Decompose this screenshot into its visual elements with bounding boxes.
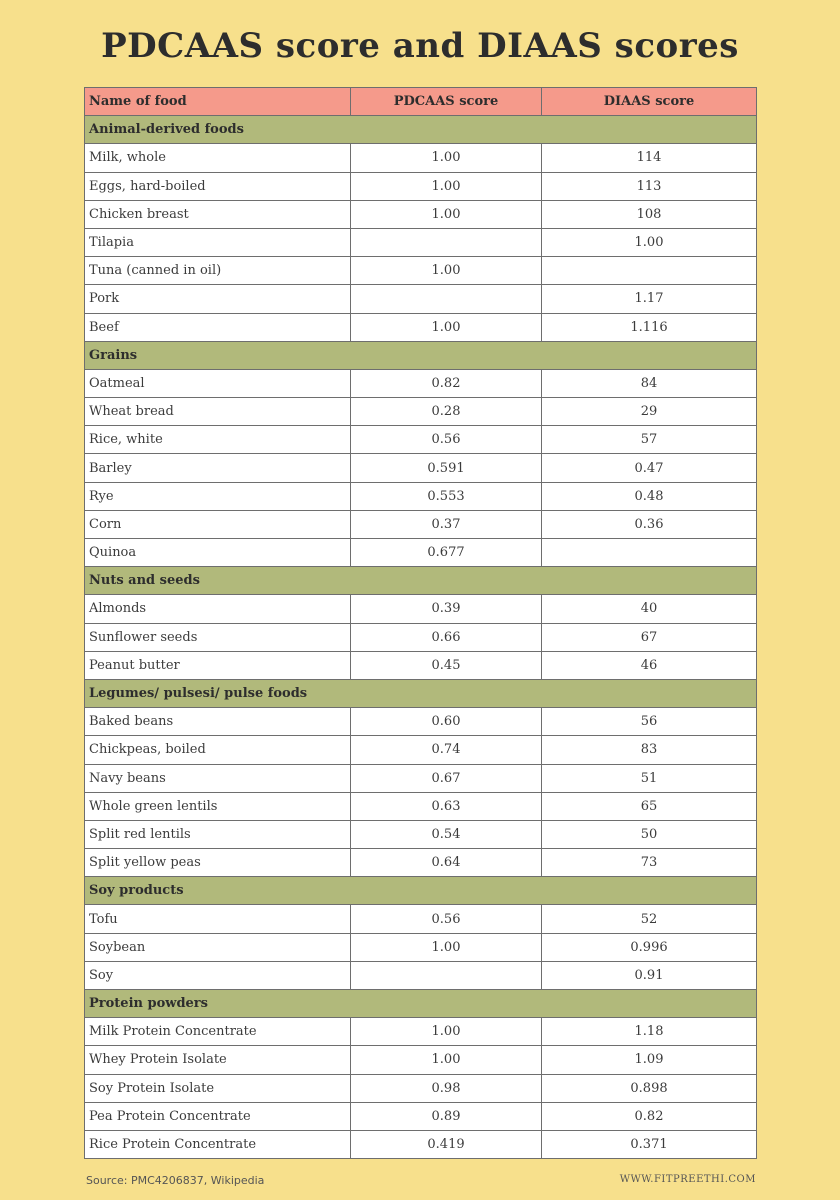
diaas-score-cell: 0.48 [542,482,757,510]
pdcaas-score-cell: 0.82 [351,369,542,397]
table-row [85,736,757,764]
table-row [85,905,757,933]
diaas-score-cell: 73 [542,849,757,877]
food-name-cell: Chicken breast [85,200,351,228]
table-header-row [85,88,757,116]
pdcaas-score-cell: 0.37 [351,510,542,538]
food-name-cell: Chickpeas, boiled [85,736,351,764]
table-body [85,116,757,1159]
diaas-score-cell: 46 [542,651,757,679]
pdcaas-score-cell: 0.63 [351,792,542,820]
pdcaas-score-cell [351,285,542,313]
food-name-cell: Tofu [85,905,351,933]
table-row [85,228,757,256]
food-name-cell: Oatmeal [85,369,351,397]
pdcaas-score-cell [351,228,542,256]
pdcaas-score-cell: 0.98 [351,1074,542,1102]
table-row [85,454,757,482]
diaas-score-cell: 0.36 [542,510,757,538]
diaas-score-cell: 0.996 [542,933,757,961]
pdcaas-score-cell [351,961,542,989]
category-label: Protein powders [85,990,757,1018]
table-row [85,792,757,820]
diaas-score-cell: 52 [542,905,757,933]
diaas-score-cell: 57 [542,426,757,454]
table-row [85,144,757,172]
diaas-score-cell: 50 [542,820,757,848]
category-row [85,116,757,144]
website-link[interactable]: WWW.FITPREETHI.COM [619,1174,756,1185]
diaas-score-cell: 1.116 [542,313,757,341]
pdcaas-score-cell: 0.64 [351,849,542,877]
pdcaas-score-cell: 1.00 [351,200,542,228]
category-row [85,990,757,1018]
header-name-of-food: Name of food [85,88,351,116]
pdcaas-score-cell: 0.677 [351,539,542,567]
food-name-cell: Corn [85,510,351,538]
food-name-cell: Whey Protein Isolate [85,1046,351,1074]
diaas-score-cell [542,257,757,285]
food-name-cell: Soy [85,961,351,989]
category-row [85,341,757,369]
table-row [85,369,757,397]
header-diaas-score: DIAAS score [542,88,757,116]
pdcaas-score-cell: 0.553 [351,482,542,510]
table-row [85,398,757,426]
diaas-score-cell: 84 [542,369,757,397]
diaas-score-cell: 0.47 [542,454,757,482]
pdcaas-score-cell: 0.67 [351,764,542,792]
food-name-cell: Barley [85,454,351,482]
diaas-score-cell [542,539,757,567]
food-name-cell: Milk, whole [85,144,351,172]
pdcaas-score-cell: 0.45 [351,651,542,679]
table-row [85,426,757,454]
pdcaas-score-cell: 0.54 [351,820,542,848]
pdcaas-score-cell: 0.28 [351,398,542,426]
table-row [85,313,757,341]
category-label: Grains [85,341,757,369]
page-title: PDCAAS score and DIAAS scores [101,26,739,66]
category-row [85,567,757,595]
diaas-score-cell: 0.371 [542,1130,757,1158]
table-row [85,1130,757,1158]
diaas-score-cell: 1.00 [542,228,757,256]
diaas-score-cell: 1.17 [542,285,757,313]
food-name-cell: Whole green lentils [85,792,351,820]
source-note: Source: PMC4206837, Wikipedia [86,1174,265,1187]
pdcaas-score-cell: 0.66 [351,623,542,651]
food-name-cell: Rice Protein Concentrate [85,1130,351,1158]
table-row [85,172,757,200]
table-row [85,482,757,510]
food-name-cell: Split red lentils [85,820,351,848]
food-name-cell: Soy Protein Isolate [85,1074,351,1102]
table-row [85,1102,757,1130]
food-name-cell: Soybean [85,933,351,961]
diaas-score-cell: 0.82 [542,1102,757,1130]
table-row [85,200,757,228]
food-name-cell: Split yellow peas [85,849,351,877]
food-name-cell: Navy beans [85,764,351,792]
food-name-cell: Tuna (canned in oil) [85,257,351,285]
pdcaas-score-cell: 1.00 [351,933,542,961]
pdcaas-score-cell: 1.00 [351,1018,542,1046]
diaas-score-cell: 65 [542,792,757,820]
table-row [85,1074,757,1102]
food-name-cell: Pork [85,285,351,313]
food-name-cell: Baked beans [85,708,351,736]
table-row [85,595,757,623]
food-name-cell: Tilapia [85,228,351,256]
pdcaas-score-cell: 0.89 [351,1102,542,1130]
food-name-cell: Rice, white [85,426,351,454]
food-name-cell: Beef [85,313,351,341]
header-pdcaas-score: PDCAAS score [351,88,542,116]
diaas-score-cell: 1.09 [542,1046,757,1074]
diaas-score-cell: 113 [542,172,757,200]
food-name-cell: Sunflower seeds [85,623,351,651]
diaas-score-cell: 29 [542,398,757,426]
pdcaas-score-cell: 0.56 [351,426,542,454]
pdcaas-score-cell: 0.60 [351,708,542,736]
table-row [85,1018,757,1046]
table-row [85,539,757,567]
table-row [85,1046,757,1074]
diaas-score-cell: 83 [542,736,757,764]
category-row [85,679,757,707]
table-row [85,764,757,792]
table-row [85,933,757,961]
diaas-score-cell: 0.91 [542,961,757,989]
food-name-cell: Almonds [85,595,351,623]
table-row [85,961,757,989]
pdcaas-score-cell: 1.00 [351,172,542,200]
table-row [85,623,757,651]
food-name-cell: Pea Protein Concentrate [85,1102,351,1130]
category-label: Nuts and seeds [85,567,757,595]
table-row [85,708,757,736]
category-label: Animal-derived foods [85,116,757,144]
table-row [85,285,757,313]
pdcaas-score-cell: 1.00 [351,313,542,341]
diaas-score-cell: 114 [542,144,757,172]
table-row [85,651,757,679]
scores-table [84,87,757,1159]
table-row [85,820,757,848]
table-row [85,510,757,538]
food-name-cell: Quinoa [85,539,351,567]
table-row [85,257,757,285]
pdcaas-score-cell: 0.591 [351,454,542,482]
diaas-score-cell: 51 [542,764,757,792]
pdcaas-score-cell: 1.00 [351,1046,542,1074]
food-name-cell: Peanut butter [85,651,351,679]
diaas-score-cell: 108 [542,200,757,228]
diaas-score-cell: 40 [542,595,757,623]
pdcaas-score-cell: 0.74 [351,736,542,764]
pdcaas-score-cell: 1.00 [351,257,542,285]
pdcaas-score-cell: 0.419 [351,1130,542,1158]
diaas-score-cell: 0.898 [542,1074,757,1102]
pdcaas-score-cell: 0.39 [351,595,542,623]
food-name-cell: Eggs, hard-boiled [85,172,351,200]
category-label: Legumes/ pulsesi/ pulse foods [85,679,757,707]
pdcaas-score-cell: 1.00 [351,144,542,172]
category-row [85,877,757,905]
food-name-cell: Rye [85,482,351,510]
category-label: Soy products [85,877,757,905]
food-name-cell: Wheat bread [85,398,351,426]
food-name-cell: Milk Protein Concentrate [85,1018,351,1046]
table-row [85,849,757,877]
diaas-score-cell: 1.18 [542,1018,757,1046]
pdcaas-score-cell: 0.56 [351,905,542,933]
diaas-score-cell: 56 [542,708,757,736]
diaas-score-cell: 67 [542,623,757,651]
